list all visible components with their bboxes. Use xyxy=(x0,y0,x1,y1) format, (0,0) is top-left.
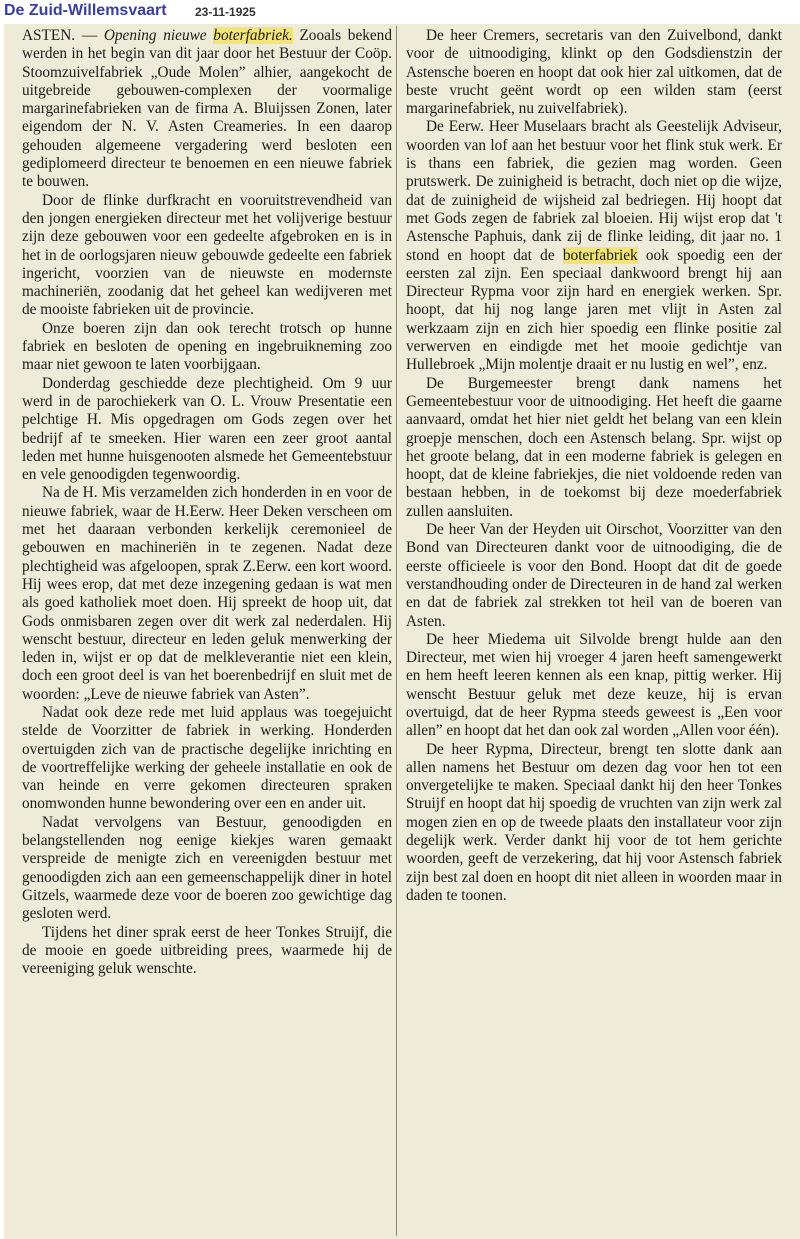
article-paragraph: Na de H. Mis verzamelden zich honderden in en voor de nieuwe fabriek, waar de H.Eerw. Heer Deken verscheen om met het daaraan verbonden kerkelijk ceremonieel de gebouwen en machineriën in te zegenen. Nadat deze plechtigheid was afgeloopen, sprak Z.Eerw. een kort woord. Hij wees erop, dat met deze inzegening gedaan is wat men als goed katholiek moet doen. Hij spreekt de hoop uit, dat Gods onmisbaren zegen over dit werk zal nederdalen. Hij wenscht bestuur, directeur en leden geluk menwerking der leden in, wijst er op dat de melkleverantie niet een klein, doch een groot deel is van het boerenbedrijf en sluit met de woorden: „Leve de nieuwe fabriek van Asten”. xyxy=(22,484,392,703)
article-column-left xyxy=(22,27,392,978)
publication-date: 23-11-1925 xyxy=(195,5,256,19)
article-paragraph: Nadat vervolgens van Bestuur, genoodigden en belangstellenden nog eenige kiekjes waren gemaakt verspreide de menigte zich en vereenigden bestuur met genoodigden zich aan een gemeenschappelijk diner in hotel Gitzels, waarmede deze voor de boeren zoo gewichtige dag gesloten werd. xyxy=(22,813,392,923)
highlight-keyword: boterfabriek xyxy=(562,246,638,264)
paragraph-text: De Eerw. Heer Muselaars bracht als Geestelijk Adviseur, woorden van lof aan het bestuur voor het flink stuk werk. Er is thans een fabriek, die gezien mag worden. Geen prutswerk. De zuinigheid is betracht, doch niet op die wijze, dat de zuinigheid de wijsheid zal bedriegen. Hij hoopt dat met Gods zegen de fabriek zal bloeien. Hij wijst erop dat 't Astensche Paphuis, dank zij de flinke leiding, dit jaar no. 1 stond en hoopt dat de xyxy=(406,118,782,264)
paragraph-text: Zooals bekend werden in het begin van dit jaar door het Bestuur der Coöp. Stoomzuivelfabriek „Oude Molen” alhier, aangekocht de uitgebreide gebouwen-complexen der voormalige margarinefabrieken van de firma A. Bluijssen Zonen, later eigendom der N. V. Asten Creameries. In een daarop gehouden algemeene vergadering werd besloten een gediplomeerd directeur te benoemen en een nieuwe fabriek te bouwen. xyxy=(22,27,392,191)
column-divider xyxy=(396,26,397,1236)
headline xyxy=(104,27,293,44)
article-paragraph: Door de flinke durfkracht en vooruitstrevendheid van den jongen energieken directeur met het volijverige bestuur zijn deze gebouwen voor een gedeelte afgebroken en is in het in de oorlogsjaren nieuw gebouwde gedeelte een fabriek ingericht, voorzien van de nieuwste en modernste machineriën, zoodanig dat het geheel kan wedijveren met de mooiste fabrieken uit de provincie. xyxy=(22,191,392,319)
article-paragraph xyxy=(406,118,782,374)
article-paragraph: Nadat ook deze rede met luid applaus was toegejuicht stelde de Voorzitter de fabriek in werking. Honderden overtuigden zich van de practische degelijke inrichting en de voortreffelijke werking der geheele installatie en ook de van heinde en verre gekomen directeuren spraken onomwonden hunne bewondering over een en ander uit. xyxy=(22,703,392,813)
headline-highlight: boterfabriek. xyxy=(213,27,293,44)
article-paragraph: Donderdag geschiedde deze plechtigheid. Om 9 uur werd in de parochiekerk van O. L. Vrouw Presentatie een pelchtige H. Mis opgedragen om Gods zegen over het bedrijf af te smeeken. Hier waren een zeer groot aantal leden met hunne huisgenooten alsmede het Gemeentebstuur en vele genoodigden tegenwoordig. xyxy=(22,374,392,484)
newspaper-clipping xyxy=(4,24,800,1239)
article-paragraph: De heer Miedema uit Silvolde brengt hulde aan den Directeur, met wien hij vroeger 4 jaren heeft samengewerkt en hem heeft leeren kennen als een knap, pittig werker. Hij wenscht Bestuur geluk met deze keuze, hij is ervan overtuigd, dat de heer Rypma steeds geweest is „Een voor allen” en hoopt dat het dan ook zal worden „Allen voor één). xyxy=(406,630,782,740)
article-paragraph: Onze boeren zijn dan ook terecht trotsch op hunne fabriek en besloten de opening en ingebruikneming zoo maar niet gewoon te laten voorbijgaan. xyxy=(22,319,392,374)
dateline-dash: — xyxy=(75,27,104,44)
paragraph-text: ook spoedig een der eersten zal zijn. Een speciaal dankwoord brengt hij aan Directeur Rypma voor zijn hard en energiek werken. Spr. hoopt, dat hij nog lange jaren met vlijt in Asten zal werkzaam zijn en zich hier spoedig een flinke positie zal verwerven en eindigde met het mooie gedichtje van Hullebroek „Mijn molentje draait er nu lustig en wel”, enz. xyxy=(406,246,782,374)
article-paragraph: De heer Van der Heyden uit Oirschot, Voorzitter van den Bond van Directeuren dankt voor de uitnoodiging, die de eerste officieele is voor den Bond. Hoopt dat dit de goede verstandhouding onder de Directeuren in de hand zal werken en dat de fabriek zal strekken tot heil van de boeren van Asten. xyxy=(406,521,782,630)
newspaper-name: De Zuid-Willemsvaart xyxy=(4,2,167,19)
article-paragraph: De heer Rypma, Directeur, brengt ten slotte dank aan allen namens het Bestuur om dezen dag voor hen tot een onvergetelijke te maken. Speciaal dankt hij den heer Tonkes Struijf en hoopt dat hij spoedig de vruchten van zijn werk zal mogen zien en op de tweede plaats den installateur voor zijn degelijk werk. Verder dankt hij voor de tot hem gerichte woorden, geeft de verzekering, dat hij voor Astensch fabriek zijn best zal doen en hoopt dit niet alleen in woorden maar in daden te toonen. xyxy=(406,740,782,904)
dateline-place: ASTEN. xyxy=(22,27,76,44)
article-paragraph: Tijdens het diner sprak eerst de heer Tonkes Struijf, die de mooie en goede uitbreiding prees, waarmede hij de vereeniging geluk wenschte. xyxy=(22,923,392,978)
article-paragraph xyxy=(22,27,392,192)
article-paragraph: De Burgemeester brengt dank namens het Gemeentebestuur voor de uitnoodiging. Het heeft die gaarne aanvaard, omdat het hier niet geldt het belang van een klein groepje menschen, doch een Astensch belang. Spr. wijst op het groote belang, dat in een moderne fabriek is gelegen en hoopt, dat de kleine fabriekjes, die niet voldoende reden van bestaan hebben, in de toekomst bij deze moederfabriek zullen aansluiten. xyxy=(406,374,782,520)
masthead xyxy=(0,0,800,24)
headline-text: Opening nieuwe xyxy=(103,27,214,44)
article-column-right xyxy=(406,27,782,905)
article-paragraph: De heer Cremers, secretaris van den Zuivelbond, dankt voor de uitnoodiging, klinkt op den Godsdienstzin der Astensche boeren en hoopt dat ook hier zal uitkomen, dat de beste vrucht geënt wordt op een wilden stam (eerst margarinefabriek, nu zuivelfabriek). xyxy=(406,27,782,118)
